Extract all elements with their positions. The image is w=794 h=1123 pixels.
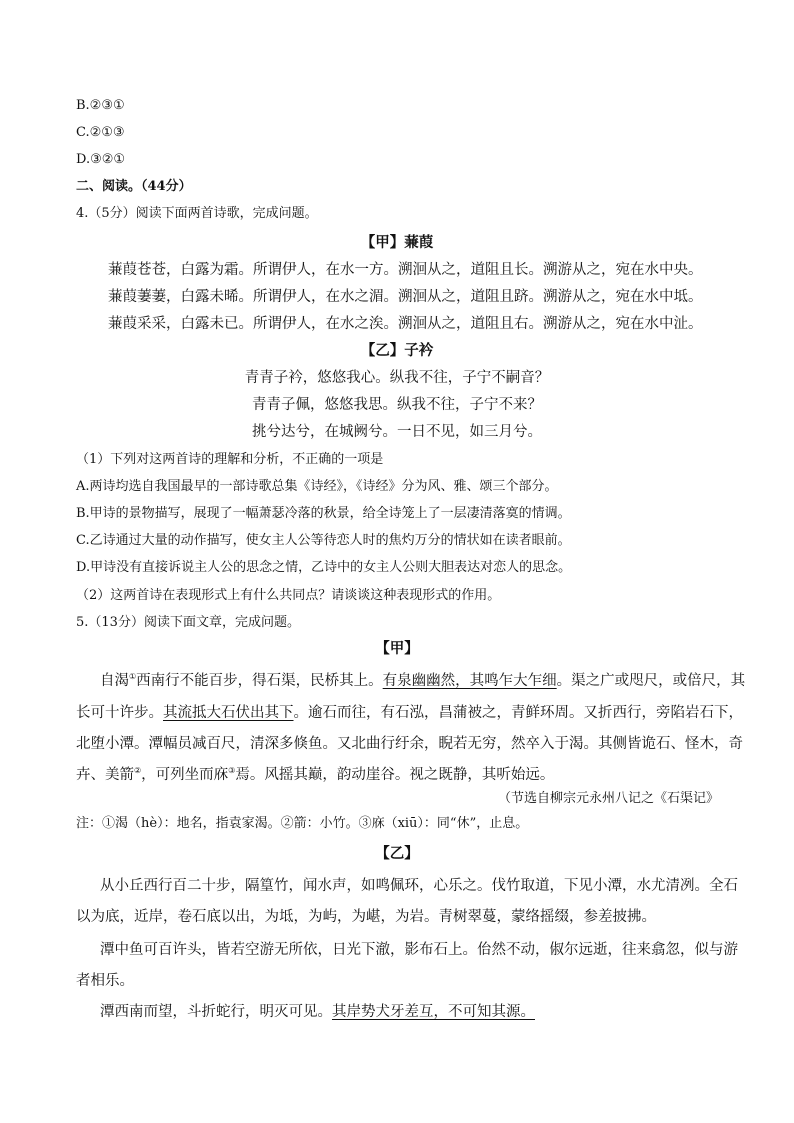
choice-d: D.甲诗没有直接诉说主人公的思念之情，乙诗中的女主人公则大胆表达对恋人的思念。 (76, 560, 572, 575)
footnote-marker: ② (134, 766, 142, 775)
text-b-line: 以为底，近岸，卷石底以出，为坻，为屿，为嵁，为岩。青树翠蔓，蒙络摇缀，参差披拂。 (76, 909, 656, 925)
text-b-line (100, 1004, 535, 1020)
underlined-sentence: 其流抵大石伏出其下 (163, 705, 294, 721)
poem-b-line: 青青子衿，悠悠我心。纵我不往，子宁不嗣音？ (244, 370, 550, 386)
text-b-line: 潭中鱼可百许头，皆若空游无所依，日光下澈，影布石上。佁然不动，俶尔远逝，往来翕忽，似与游 (100, 942, 738, 958)
text-span: 长可十许步。 (76, 705, 163, 721)
underlined-sentence: 其岸势犬牙差互，不可知其源。 (332, 1004, 535, 1020)
text-span: 自渴 (100, 673, 129, 689)
text-a-line (100, 673, 745, 689)
poem-a-line: 蒹葭苍苍，白露为霜。所谓伊人，在水一方。溯洄从之，道阻且长。溯游从之，宛在水中央。 (108, 262, 703, 278)
question-4-1: （1）下列对这两首诗的理解和分析，不正确的一项是 (76, 452, 384, 467)
poem-a-line: 蒹葭采采，白露未已。所谓伊人，在水之涘。溯洄从之，道阻且右。溯游从之，宛在水中沚。 (108, 316, 703, 332)
choice-b: B.甲诗的景物描写，展现了一幅萧瑟冷落的秋景，给全诗笼上了一层凄清落寞的情调。 (76, 506, 571, 521)
section-heading: 二、阅读。（44分） (76, 179, 192, 194)
source-citation: （节选自柳宗元永州八记之《石渠记》 (497, 791, 719, 806)
text-b-line: 从小丘西行百二十步，隔篁竹，闻水声，如鸣佩环，心乐之。伐竹取道，下见小潭，水尤清冽。全石 (100, 878, 738, 894)
choice-c: C.乙诗通过大量的动作描写，使女主人公等待恋人时的焦灼万分的情状如在读者眼前。 (76, 533, 571, 548)
text-span: 潭西南而望，斗折蛇行，明灭可见。 (100, 1004, 332, 1020)
text-a-title: 【甲】 (375, 640, 419, 657)
question-5-prompt: 5.（13分）阅读下面文章，完成问题。 (76, 615, 300, 630)
option-b: B.②③① (76, 98, 125, 113)
poem-a-title: 【甲】蒹葭 (360, 234, 434, 251)
footnote-marker: ③ (228, 766, 236, 775)
question-4-2: （2）这两首诗在表现形式上有什么共同点？请谈谈这种表现形式的作用。 (76, 588, 501, 603)
text-b-title: 【乙】 (375, 845, 419, 862)
text-span: ，可列坐而庥 (141, 767, 229, 783)
option-d: D.③②① (76, 152, 126, 167)
option-c: C.②①③ (76, 125, 125, 140)
text-span: 。渠之广或咫尺，或倍尺，其 (556, 673, 746, 689)
poem-b-title: 【乙】子衿 (360, 342, 434, 359)
text-b-line: 者相乐。 (76, 973, 134, 989)
text-a-line (76, 767, 554, 783)
poem-b-line: 挑兮达兮，在城阙兮。一日不见，如三月兮。 (252, 424, 542, 440)
text-span: 。逾石而往，有石泓，昌蒲被之，青鲜环周。又折西行，旁陷岩石下， (293, 705, 743, 721)
text-span: 焉。风摇其巅，韵动崖谷。视之既静，其听始远。 (235, 767, 555, 783)
text-span: 卉、美箭 (76, 767, 134, 783)
footnote-marker: ① (129, 672, 137, 681)
poem-a-line: 蒹葭萋萋，白露未晞。所谓伊人，在水之湄。溯洄从之，道阻且跻。溯游从之，宛在水中坻。 (108, 289, 703, 305)
underlined-sentence: 有泉幽幽然，其鸣乍大乍细 (382, 673, 557, 689)
choice-a: A.两诗均选自我国最早的一部诗歌总集《诗经》，《诗经》分为风、雅、颂三个部分。 (76, 479, 558, 494)
text-span: 西南行不能百步，得石渠，民桥其上。 (136, 673, 383, 689)
text-a-line: 北堕小潭。潭幅员减百尺，清深多倏鱼。又北曲行纡余，睨若无穷，然卒入于渴。其侧皆诡石、怪木，奇 (76, 736, 743, 752)
text-a-line (76, 705, 743, 721)
question-4-prompt: 4.（5分）阅读下面两首诗歌，完成问题。 (76, 206, 318, 221)
footnotes: 注：①渴（hè）：地名，指袁家渴。②箭：小竹。③庥（xiū）：同“休”，止息。 (76, 816, 529, 831)
poem-b-line: 青青子佩，悠悠我思。纵我不往，子宁不来？ (252, 397, 542, 413)
